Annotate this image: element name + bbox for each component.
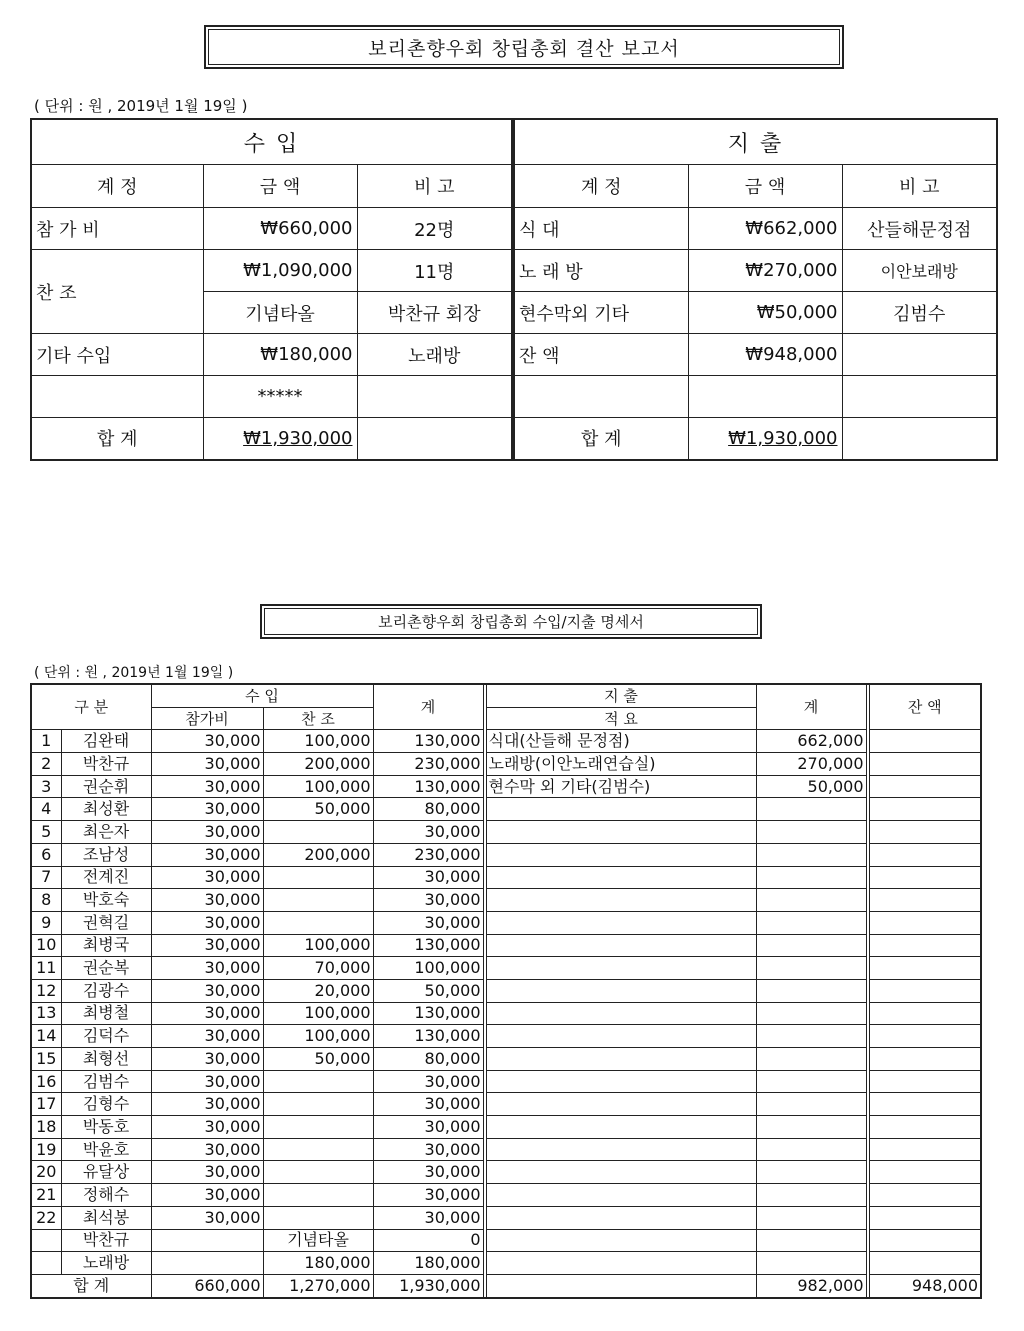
table-row <box>31 1229 981 1252</box>
row-balance <box>869 775 981 798</box>
expense-amount: ₩50,000 <box>688 292 842 334</box>
row-exp: 50,000 <box>756 775 866 798</box>
row-name: 박윤호 <box>61 1138 151 1161</box>
table-row <box>31 889 981 912</box>
row-sponsor <box>263 1138 373 1161</box>
income-account <box>31 376 203 418</box>
row-sum: 230,000 <box>373 843 483 866</box>
row-sum: 30,000 <box>373 866 483 889</box>
row-sum: 50,000 <box>373 979 483 1002</box>
row-balance <box>869 821 981 844</box>
row-fee: 30,000 <box>151 843 263 866</box>
row-balance <box>869 934 981 957</box>
table-row <box>31 1184 981 1207</box>
row-sum: 30,000 <box>373 911 483 934</box>
expense-account: 현수막외 기타 <box>514 292 688 334</box>
row-name: 노래방 <box>61 1252 151 1275</box>
row-fee: 30,000 <box>151 730 263 753</box>
expense-amount: ₩662,000 <box>688 208 842 250</box>
row-sum: 100,000 <box>373 957 483 980</box>
row-desc <box>486 911 756 934</box>
row-balance <box>869 1206 981 1229</box>
income-col-amount: 금 액 <box>203 165 357 208</box>
row-number: 6 <box>31 843 61 866</box>
expense-total-note <box>842 418 997 460</box>
income-account: 찬 조 <box>31 250 203 334</box>
row-sponsor: 100,000 <box>263 730 373 753</box>
row-number: 9 <box>31 911 61 934</box>
row-balance <box>869 1093 981 1116</box>
row-sponsor: 100,000 <box>263 1002 373 1025</box>
income-note: 22명 <box>357 208 512 250</box>
row-sum: 130,000 <box>373 1025 483 1048</box>
row-name: 김완태 <box>61 730 151 753</box>
row-fee: 30,000 <box>151 1025 263 1048</box>
row-fee <box>151 1229 263 1252</box>
row-number: 8 <box>31 889 61 912</box>
row-balance <box>869 1138 981 1161</box>
row-desc <box>486 957 756 980</box>
row-name: 최은자 <box>61 821 151 844</box>
row-name: 박동호 <box>61 1116 151 1139</box>
row-desc <box>486 1025 756 1048</box>
header-desc: 적 요 <box>486 707 756 730</box>
expense-col-amount: 금 액 <box>688 165 842 208</box>
expense-account: 식 대 <box>514 208 688 250</box>
row-sponsor: 200,000 <box>263 753 373 776</box>
income-note <box>357 376 512 418</box>
row-fee: 30,000 <box>151 1048 263 1071</box>
row-fee: 30,000 <box>151 889 263 912</box>
expense-note: 김범수 <box>842 292 997 334</box>
row-fee: 30,000 <box>151 1206 263 1229</box>
row-exp <box>756 866 866 889</box>
row-desc <box>486 821 756 844</box>
row-exp <box>756 1138 866 1161</box>
row-desc <box>486 979 756 1002</box>
row-fee: 30,000 <box>151 866 263 889</box>
row-number: 21 <box>31 1184 61 1207</box>
row-sponsor: 200,000 <box>263 843 373 866</box>
row-sponsor: 100,000 <box>263 934 373 957</box>
row-number: 12 <box>31 979 61 1002</box>
row-exp <box>756 1116 866 1139</box>
row-sponsor: 20,000 <box>263 979 373 1002</box>
row-exp <box>756 1161 866 1184</box>
total-exp: 982,000 <box>756 1274 866 1297</box>
table-row <box>31 1002 981 1025</box>
row-desc <box>486 934 756 957</box>
row-name: 조남성 <box>61 843 151 866</box>
expense-account: 노 래 방 <box>514 250 688 292</box>
row-sponsor: 180,000 <box>263 1252 373 1275</box>
row-sponsor <box>263 866 373 889</box>
total-balance: 948,000 <box>869 1274 981 1297</box>
row-desc <box>486 1229 756 1252</box>
row-sponsor <box>263 1116 373 1139</box>
row-number: 4 <box>31 798 61 821</box>
row-balance <box>869 1184 981 1207</box>
row-sum: 130,000 <box>373 775 483 798</box>
row-number: 10 <box>31 934 61 957</box>
header-balance: 잔 액 <box>869 684 981 730</box>
row-balance <box>869 889 981 912</box>
total-label: 합 계 <box>31 1274 151 1297</box>
table-row <box>31 1138 981 1161</box>
row-sum: 80,000 <box>373 798 483 821</box>
row-balance <box>869 957 981 980</box>
row-sum: 130,000 <box>373 1002 483 1025</box>
table-row <box>31 775 981 798</box>
table-row <box>31 1070 981 1093</box>
row-sponsor <box>263 821 373 844</box>
row-balance <box>869 979 981 1002</box>
row-desc <box>486 1002 756 1025</box>
row-exp <box>756 821 866 844</box>
income-amount: ₩180,000 <box>203 334 357 376</box>
expense-note <box>842 376 997 418</box>
row-exp <box>756 843 866 866</box>
row-number: 20 <box>31 1161 61 1184</box>
income-total-label: 합 계 <box>31 418 203 460</box>
row-fee: 30,000 <box>151 1184 263 1207</box>
row-sum: 130,000 <box>373 934 483 957</box>
header-expense: 지 출 <box>486 684 756 707</box>
table-row <box>31 957 981 980</box>
row-fee <box>151 1252 263 1275</box>
row-fee: 30,000 <box>151 1161 263 1184</box>
row-exp <box>756 1184 866 1207</box>
row-name: 김범수 <box>61 1070 151 1093</box>
row-desc <box>486 1184 756 1207</box>
row-desc <box>486 1093 756 1116</box>
total-desc <box>486 1274 756 1297</box>
income-amount: ₩660,000 <box>203 208 357 250</box>
row-fee: 30,000 <box>151 1002 263 1025</box>
row-name: 박찬규 <box>61 1229 151 1252</box>
table-row <box>31 1093 981 1116</box>
row-exp <box>756 934 866 957</box>
row-fee: 30,000 <box>151 821 263 844</box>
row-sum: 0 <box>373 1229 483 1252</box>
row-fee: 30,000 <box>151 1138 263 1161</box>
row-name: 김광수 <box>61 979 151 1002</box>
row-number: 18 <box>31 1116 61 1139</box>
row-sum: 180,000 <box>373 1252 483 1275</box>
table-row <box>31 1048 981 1071</box>
row-balance <box>869 1116 981 1139</box>
table-row <box>31 934 981 957</box>
row-exp <box>756 957 866 980</box>
detail-table <box>30 683 982 1299</box>
expense-amount: ₩270,000 <box>688 250 842 292</box>
row-name: 박찬규 <box>61 753 151 776</box>
row-sponsor <box>263 889 373 912</box>
row-balance <box>869 753 981 776</box>
row-desc <box>486 889 756 912</box>
row-sponsor <box>263 911 373 934</box>
row-sponsor <box>263 1161 373 1184</box>
row-sum: 130,000 <box>373 730 483 753</box>
row-balance <box>869 1070 981 1093</box>
income-account: 기타 수입 <box>31 334 203 376</box>
income-note: 11명 <box>357 250 512 292</box>
row-sum: 30,000 <box>373 1138 483 1161</box>
header-category: 구 분 <box>31 684 151 730</box>
expense-heading: 지 출 <box>514 119 997 165</box>
row-sponsor <box>263 1070 373 1093</box>
report-title: 보리촌향우회 창립총회 결산 보고서 <box>208 29 840 65</box>
table-row <box>31 730 981 753</box>
row-balance <box>869 798 981 821</box>
expense-note: 산들해문정점 <box>842 208 997 250</box>
row-number: 13 <box>31 1002 61 1025</box>
row-exp <box>756 1002 866 1025</box>
row-balance <box>869 1161 981 1184</box>
row-fee: 30,000 <box>151 798 263 821</box>
expense-account: 잔 액 <box>514 334 688 376</box>
row-exp <box>756 1229 866 1252</box>
total-sponsor: 1,270,000 <box>263 1274 373 1297</box>
expense-amount <box>688 376 842 418</box>
row-number: 5 <box>31 821 61 844</box>
row-number: 17 <box>31 1093 61 1116</box>
row-sponsor <box>263 1093 373 1116</box>
total-fee: 660,000 <box>151 1274 263 1297</box>
report-unit: ( 단위 : 원 , 2019년 1월 19일 ) <box>34 97 248 115</box>
row-number: 2 <box>31 753 61 776</box>
row-sponsor: 50,000 <box>263 798 373 821</box>
row-number: 15 <box>31 1048 61 1071</box>
expense-amount: ₩948,000 <box>688 334 842 376</box>
row-name: 최병철 <box>61 1002 151 1025</box>
row-exp <box>756 1025 866 1048</box>
row-sponsor <box>263 1184 373 1207</box>
row-exp <box>756 979 866 1002</box>
expense-total-label: 합 계 <box>514 418 688 460</box>
row-number: 11 <box>31 957 61 980</box>
row-fee: 30,000 <box>151 911 263 934</box>
row-sum: 30,000 <box>373 821 483 844</box>
income-note: 박찬규 회장 <box>357 292 512 334</box>
row-exp <box>756 1252 866 1275</box>
table-row <box>31 843 981 866</box>
row-balance <box>869 843 981 866</box>
row-number <box>31 1229 61 1252</box>
row-desc <box>486 866 756 889</box>
income-col-note: 비 고 <box>357 165 512 208</box>
table-row <box>31 821 981 844</box>
row-desc <box>486 1252 756 1275</box>
row-number <box>31 1252 61 1275</box>
expense-summary-table <box>513 118 998 461</box>
row-balance <box>869 1025 981 1048</box>
row-name: 전계진 <box>61 866 151 889</box>
row-desc <box>486 1116 756 1139</box>
row-fee: 30,000 <box>151 979 263 1002</box>
row-sum: 30,000 <box>373 889 483 912</box>
row-name: 최병국 <box>61 934 151 957</box>
row-sum: 230,000 <box>373 753 483 776</box>
row-exp <box>756 1093 866 1116</box>
row-sponsor: 기념타올 <box>263 1229 373 1252</box>
row-sum: 30,000 <box>373 1161 483 1184</box>
row-exp <box>756 798 866 821</box>
row-sum: 30,000 <box>373 1116 483 1139</box>
income-heading: 수 입 <box>31 119 512 165</box>
row-sponsor <box>263 1206 373 1229</box>
table-row <box>31 1161 981 1184</box>
row-number: 14 <box>31 1025 61 1048</box>
row-exp <box>756 1206 866 1229</box>
row-name: 정해수 <box>61 1184 151 1207</box>
table-row <box>31 753 981 776</box>
row-number: 1 <box>31 730 61 753</box>
row-fee: 30,000 <box>151 1093 263 1116</box>
income-col-account: 계 정 <box>31 165 203 208</box>
row-exp: 270,000 <box>756 753 866 776</box>
table-row <box>31 911 981 934</box>
row-balance <box>869 866 981 889</box>
row-sum: 30,000 <box>373 1093 483 1116</box>
table-row <box>31 1206 981 1229</box>
row-balance <box>869 911 981 934</box>
header-sponsor: 찬 조 <box>263 707 373 730</box>
detail-body <box>31 730 981 1275</box>
row-desc <box>486 1070 756 1093</box>
income-amount: ***** <box>203 376 357 418</box>
row-name: 권순복 <box>61 957 151 980</box>
row-desc <box>486 1161 756 1184</box>
row-number: 3 <box>31 775 61 798</box>
detail-title-box <box>260 604 762 639</box>
row-number: 7 <box>31 866 61 889</box>
expense-note: 이안보래방 <box>842 250 997 292</box>
row-sum: 30,000 <box>373 1206 483 1229</box>
detail-title: 보리촌향우회 창립총회 수입/지출 명세서 <box>264 608 758 635</box>
header-fee: 참가비 <box>151 707 263 730</box>
row-fee: 30,000 <box>151 934 263 957</box>
row-balance <box>869 1002 981 1025</box>
row-desc <box>486 1048 756 1071</box>
row-sponsor: 50,000 <box>263 1048 373 1071</box>
row-desc <box>486 1206 756 1229</box>
total-sum: 1,930,000 <box>373 1274 483 1297</box>
income-account: 참 가 비 <box>31 208 203 250</box>
row-desc: 현수막 외 기타(김범수) <box>486 775 756 798</box>
row-exp <box>756 911 866 934</box>
row-sum: 30,000 <box>373 1184 483 1207</box>
income-amount: 기념타올 <box>203 292 357 334</box>
row-name: 최석봉 <box>61 1206 151 1229</box>
table-row <box>31 979 981 1002</box>
row-name: 박호숙 <box>61 889 151 912</box>
table-row <box>31 866 981 889</box>
row-name: 최형선 <box>61 1048 151 1071</box>
row-exp <box>756 889 866 912</box>
expense-col-account: 계 정 <box>514 165 688 208</box>
row-sponsor: 100,000 <box>263 775 373 798</box>
row-desc <box>486 843 756 866</box>
detail-unit: ( 단위 : 원 , 2019년 1월 19일 ) <box>34 665 234 681</box>
row-name: 최성환 <box>61 798 151 821</box>
table-row <box>31 1252 981 1275</box>
row-balance <box>869 1048 981 1071</box>
income-total-note <box>357 418 512 460</box>
table-row <box>31 1116 981 1139</box>
header-income-sum: 계 <box>373 684 483 730</box>
header-income: 수 입 <box>151 684 373 707</box>
row-exp <box>756 1070 866 1093</box>
expense-note <box>842 334 997 376</box>
table-row <box>31 1025 981 1048</box>
row-name: 김형수 <box>61 1093 151 1116</box>
row-name: 권순휘 <box>61 775 151 798</box>
row-name: 권혁길 <box>61 911 151 934</box>
row-desc <box>486 798 756 821</box>
expense-col-note: 비 고 <box>842 165 997 208</box>
income-amount: ₩1,090,000 <box>203 250 357 292</box>
row-balance <box>869 1229 981 1252</box>
row-fee: 30,000 <box>151 1070 263 1093</box>
row-balance <box>869 730 981 753</box>
row-balance <box>869 1252 981 1275</box>
income-note: 노래방 <box>357 334 512 376</box>
income-total-amount: ₩1,930,000 <box>203 418 357 460</box>
row-fee: 30,000 <box>151 775 263 798</box>
row-desc: 식대(산들해 문정점) <box>486 730 756 753</box>
income-summary-table <box>30 118 513 461</box>
row-sum: 30,000 <box>373 1070 483 1093</box>
row-fee: 30,000 <box>151 957 263 980</box>
row-exp: 662,000 <box>756 730 866 753</box>
row-sponsor: 100,000 <box>263 1025 373 1048</box>
row-fee: 30,000 <box>151 753 263 776</box>
row-number: 19 <box>31 1138 61 1161</box>
row-number: 22 <box>31 1206 61 1229</box>
row-name: 김덕수 <box>61 1025 151 1048</box>
table-row <box>31 798 981 821</box>
row-desc <box>486 1138 756 1161</box>
report-title-box <box>204 25 844 69</box>
row-sum: 80,000 <box>373 1048 483 1071</box>
row-sponsor: 70,000 <box>263 957 373 980</box>
row-fee: 30,000 <box>151 1116 263 1139</box>
row-exp <box>756 1048 866 1071</box>
expense-total-amount: ₩1,930,000 <box>688 418 842 460</box>
header-expense-sum: 계 <box>756 684 866 730</box>
row-desc: 노래방(이안노래연습실) <box>486 753 756 776</box>
expense-account <box>514 376 688 418</box>
row-number: 16 <box>31 1070 61 1093</box>
row-name: 유달상 <box>61 1161 151 1184</box>
